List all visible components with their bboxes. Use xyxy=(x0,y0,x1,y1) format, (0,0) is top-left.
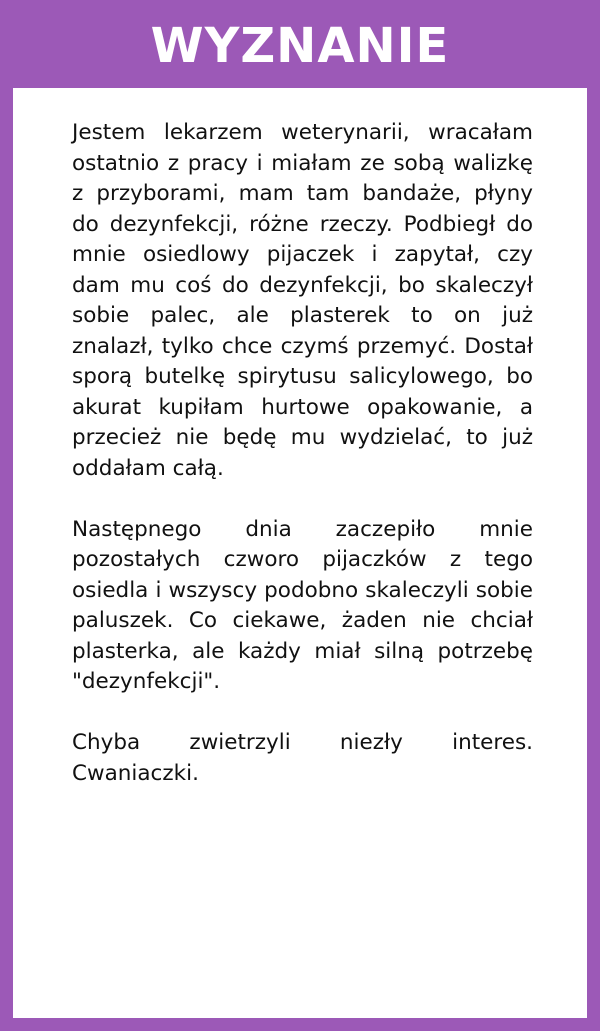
confession-paragraph-3: Chyba zwietrzyli niezły interes. Cwaniaczki. xyxy=(72,730,533,786)
confession-paragraph-1: Jestem lekarzem weterynarii, wracałam ostatnio z pracy i miałam ze sobą walizkę z przyborami, mam tam bandaże, płyny do dezynfekcji, różne rzeczy. Podbiegł do mnie osiedlowy pijaczek i zapytał, czy dam mu coś do dezynfekcji, bo skaleczył sobie palec, ale plasterek to on już znalazł, tylko chce czymś przemyć. Dostał sporą butelkę spirytusu salicylowego, bo akurat kupiłam hurtowe opakowanie, a przecież nie będę mu wydzielać, to już oddałam całą. xyxy=(72,120,533,481)
page-title: WYZNANIE xyxy=(150,18,450,74)
header-bar xyxy=(0,0,600,88)
confession-panel xyxy=(13,88,587,1018)
confession-paragraph-2: Następnego dnia zaczepiło mnie pozostałych czworo pijaczków z tego osiedla i wszyscy podobno skaleczyli sobie paluszek. Co ciekawe, żaden nie chciał plasterka, ale każdy miał silną potrzebę "dezynfekcji". xyxy=(72,516,533,694)
